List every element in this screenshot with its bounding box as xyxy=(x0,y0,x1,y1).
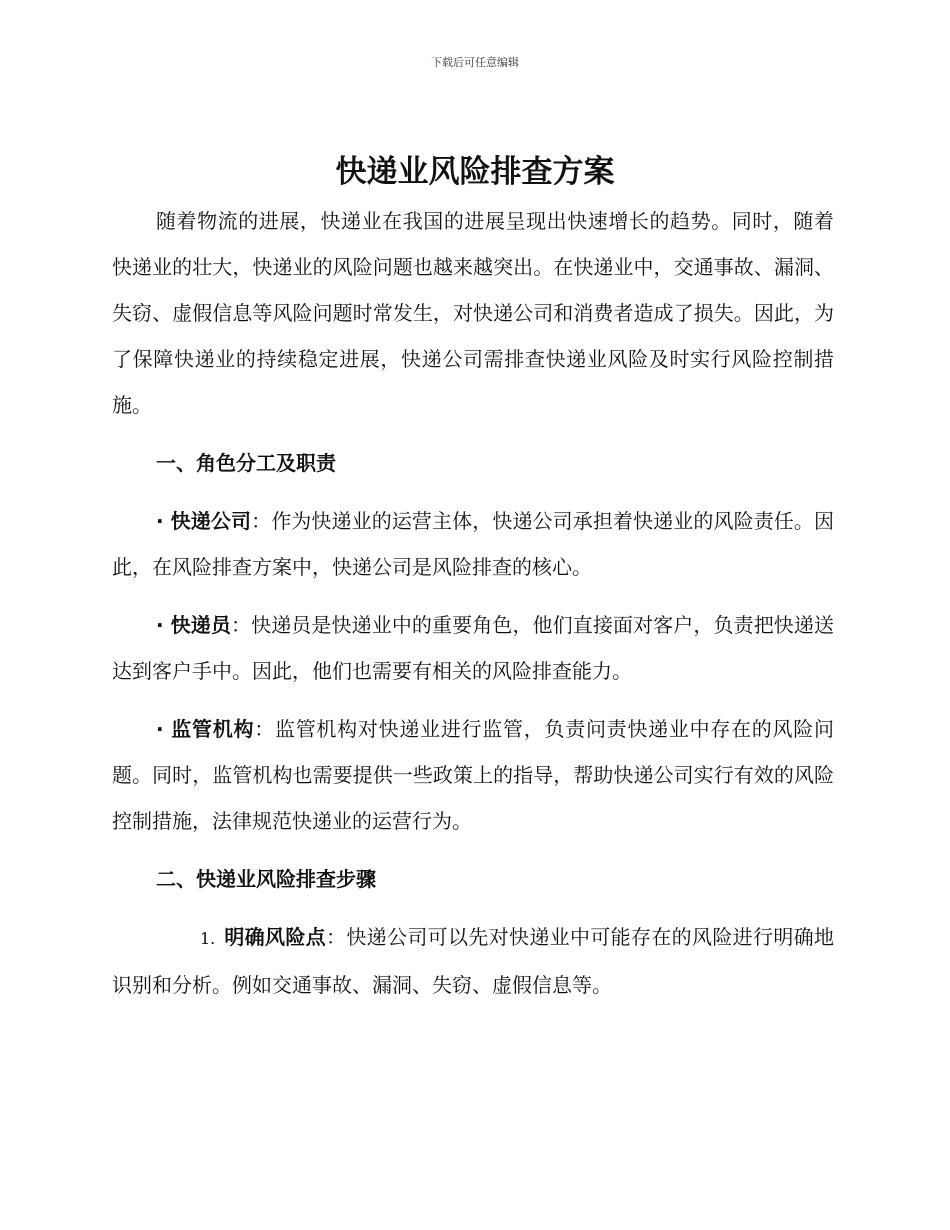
role-item-company xyxy=(112,498,834,590)
document-body xyxy=(112,198,834,1008)
header-note: 下载后可任意编辑 xyxy=(431,56,519,69)
role-term: · 监管机构 xyxy=(156,717,255,741)
role-term: · 快递公司 xyxy=(156,509,252,533)
step-number: 1. xyxy=(200,929,216,948)
role-item-regulator xyxy=(112,706,834,844)
role-text: ：快递员是快递业中的重要角色，他们直接面对客户，负责把快递送达到客户手中。因此，他们也需要有相关的风险排查能力。 xyxy=(112,613,835,683)
step-term: 明确风险点 xyxy=(224,925,326,949)
section-heading-steps: 二、快递业风险排查步骤 xyxy=(156,867,376,891)
document-title: 快递业风险排查方案 xyxy=(335,154,615,190)
intro-paragraph: 随着物流的进展，快递业在我国的进展呈现出快速增长的趋势。同时，随着快递业的壮大，快递业的风险问题也越来越突出。在快递业中，交通事故、漏洞、失窃、虚假信息等风险问题时常发生，对快递公司和消费者造成了损失。因此，为了保障快递业的持续稳定进展，快递公司需排查快递业风险及时实行风险控制措施。 xyxy=(112,209,834,417)
step-item xyxy=(112,914,834,1008)
step-text: ：快递公司可以先对快递业中可能存在的风险进行明确地识别和分析。例如交通事故、漏洞、失窃、虚假信息等。 xyxy=(112,925,834,997)
role-item-courier xyxy=(112,602,834,694)
role-text: ：作为快递业的运营主体，快递公司承担着快递业的风险责任。因此，在风险排查方案中，快递公司是风险排查的核心。 xyxy=(112,509,835,579)
section-heading-roles: 一、角色分工及职责 xyxy=(156,451,336,475)
role-text: ：监管机构对快递业进行监管，负责问责快递业中存在的风险问题。同时，监管机构也需要提供一些政策上的指导，帮助快递公司实行有效的风险控制措施，法律规范快递业的运营行为。 xyxy=(112,717,835,833)
role-term: · 快递员 xyxy=(156,613,231,637)
